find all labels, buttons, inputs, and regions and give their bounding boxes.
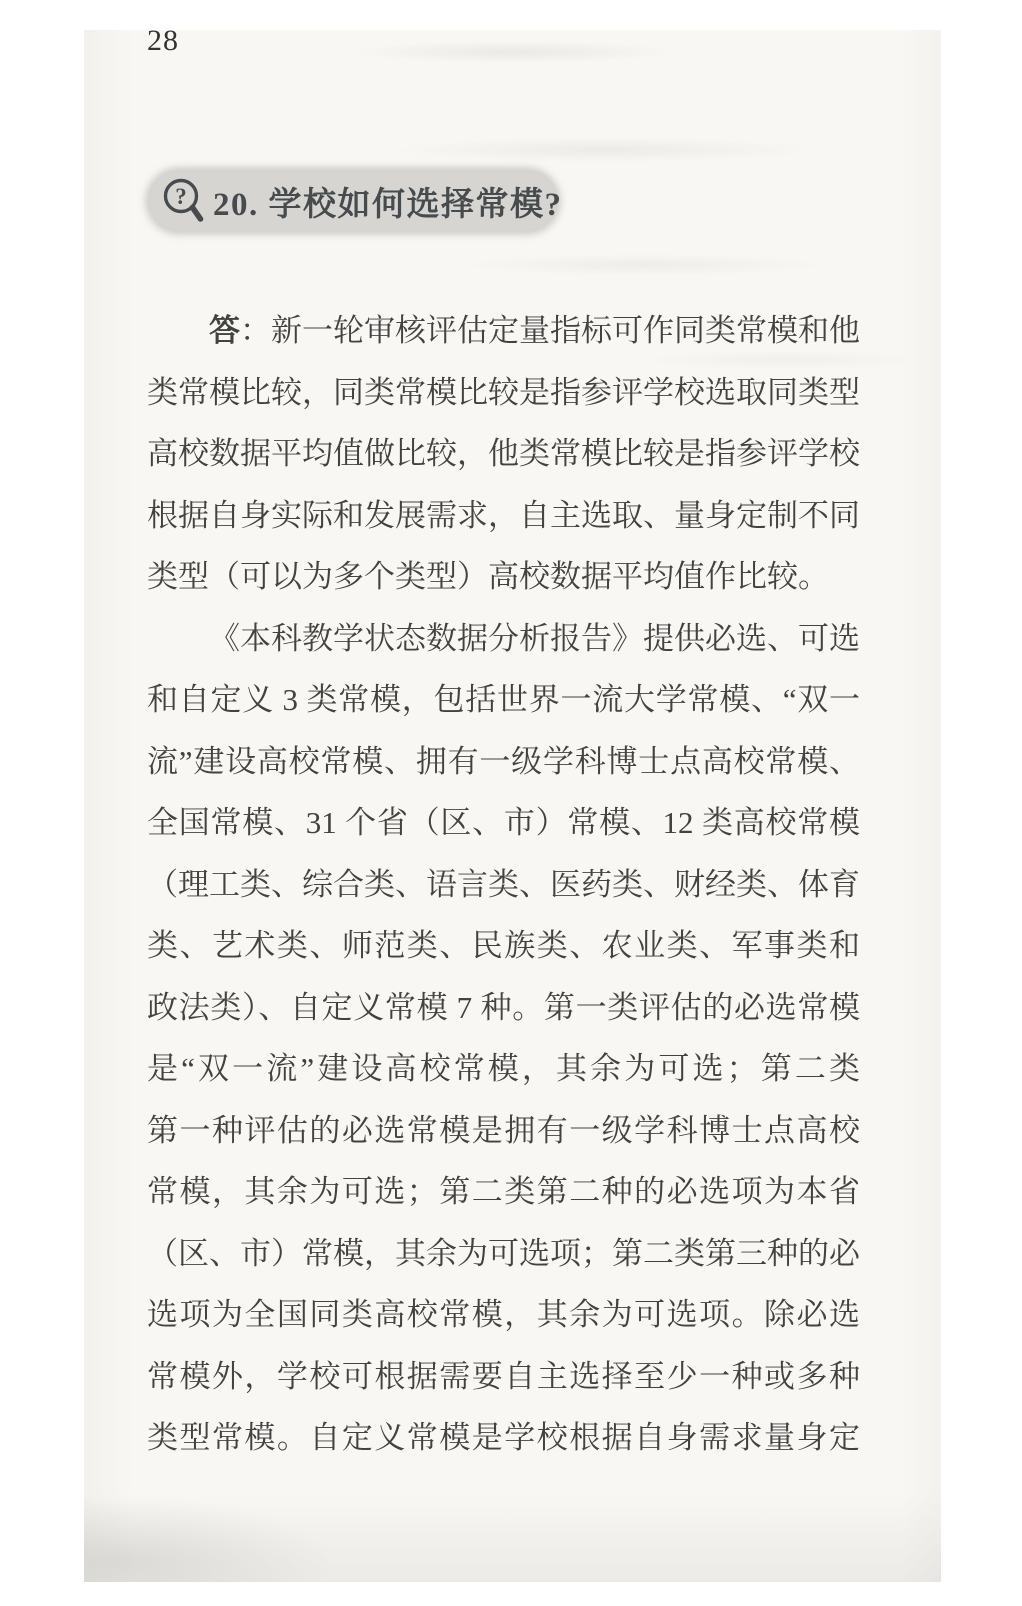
text-line: 根据自身实际和发展需求，自主选取、量身定制不同 [147, 497, 860, 533]
text-line: 和自定义 3 类常模，包括世界一流大学常模、“双一 [147, 682, 860, 717]
svg-text:?: ? [175, 184, 187, 209]
text-line: （理工类、综合类、语言类、医药类、财经类、体育 [147, 866, 860, 902]
question-heading-label: 20. 学校如何选择常模? [213, 186, 563, 223]
text-line: 类常模比较，同类常模比较是指参评学校选取同类型 [147, 374, 860, 410]
text-line: 选项为全国同类高校常模，其余为可选项。除必选 [147, 1297, 860, 1332]
text-line: （区、市）常模，其余为可选项；第二类第三种的必 [147, 1235, 860, 1271]
text-block [147, 300, 860, 1469]
text-line: 《本科教学状态数据分析报告》提供必选、可选 [209, 620, 860, 656]
text-line: 流”建设高校常模、拥有一级学科博士点高校常模、 [147, 743, 860, 779]
scanned-page-area [84, 24, 941, 1582]
magnifier-question-icon [160, 175, 206, 227]
text-line: 高校数据平均值做比较，他类常模比较是指参评学校 [147, 436, 860, 471]
text-line: 答：新一轮审核评估定量指标可作同类常模和他 [209, 313, 860, 348]
text-line: 类、艺术类、师范类、民族类、农业类、军事类和 [147, 928, 860, 963]
text-line: 类型常模。自定义常模是学校根据自身需求量身定 [147, 1420, 860, 1455]
question-heading [150, 172, 563, 230]
text-line: 常模外，学校可根据需要自主选择至少一种或多种 [147, 1358, 860, 1394]
page-number: 28 [147, 24, 179, 57]
text-line: 政法类）、自定义常模 7 种。第一类评估的必选常模 [147, 989, 860, 1025]
text-line: 是“双一流”建设高校常模，其余为可选；第二类 [147, 1051, 860, 1086]
text-line: 常模，其余为可选；第二类第二种的必选项为本省 [147, 1174, 860, 1209]
text-line: 全国常模、31 个省（区、市）常模、12 类高校常模 [147, 805, 860, 840]
text-line: 类型（可以为多个类型）高校数据平均值作比较。 [147, 559, 829, 594]
text-line: 第一种评估的必选常模是拥有一级学科博士点高校 [147, 1112, 860, 1148]
